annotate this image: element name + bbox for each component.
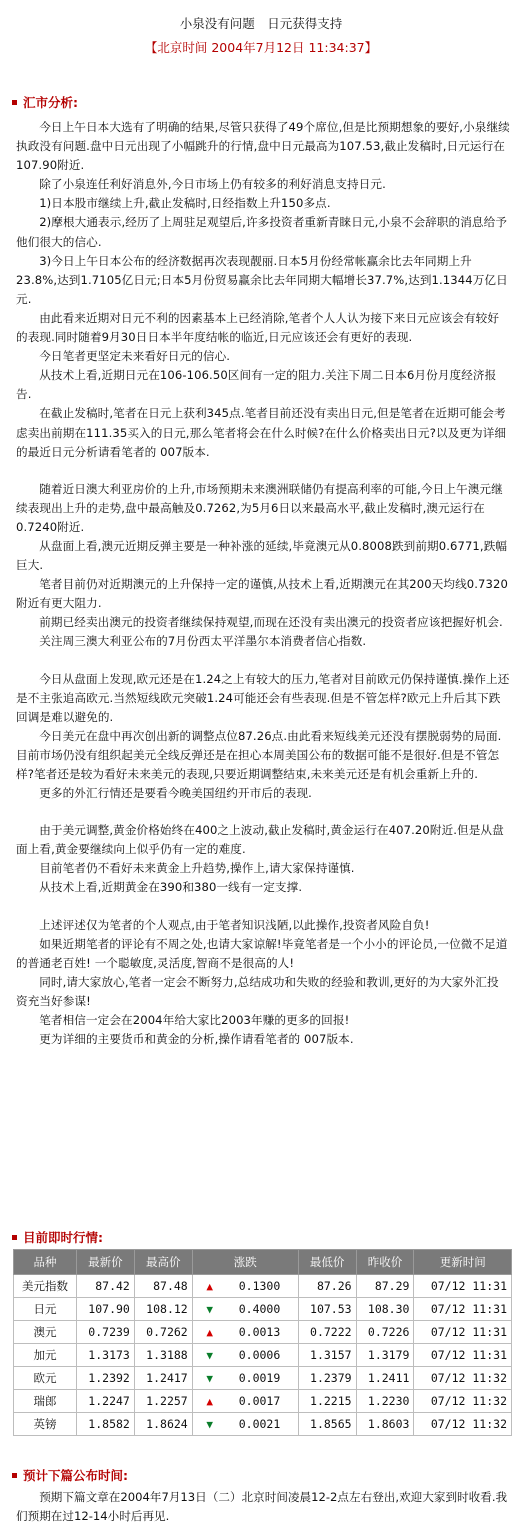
previous-close: 1.8603	[356, 1413, 414, 1436]
analysis-paragraph: 今日美元在盘中再次创出新的调整点位87.26点.由此看来短线美元还没有摆脱弱势的局面.目前市场仍没有组织起美元全线反弹还是在担心本周美国公布的数据可能不是很好.但是不管怎样?笔者还是较为看好未来美元的表现,只要近期调整结束,未来美元还是有机会重新上升的.	[16, 728, 502, 781]
paragraph-gap	[16, 652, 510, 670]
low-price: 1.8565	[298, 1413, 356, 1436]
down-triangle-icon: ▼	[206, 1303, 214, 1316]
change-value: 0.0006	[238, 1348, 281, 1362]
previous-close: 87.29	[356, 1275, 414, 1298]
table-row	[14, 1275, 512, 1298]
instrument-name: 加元	[14, 1344, 77, 1367]
table-row	[14, 1367, 512, 1390]
analysis-paragraph: 更多的外汇行情还是要看今晚美国纽约开市后的表现.	[39, 786, 312, 801]
update-time: 07/12 11:32	[414, 1413, 512, 1436]
high-price: 1.2417	[134, 1367, 192, 1390]
section-heading-fx	[12, 93, 78, 111]
column-header: 昨收价	[356, 1250, 414, 1275]
last-price: 1.8582	[76, 1413, 134, 1436]
table-row	[14, 1390, 512, 1413]
high-price: 1.3188	[134, 1344, 192, 1367]
analysis-paragraph: 如果近期笔者的评论有不周之处,也请大家谅解!毕竟笔者是一个小小的评论员,一位微不足道的普通老百姓! 一个聪敏度,灵活度,智商不是很高的人!	[16, 936, 508, 970]
low-price: 1.2215	[298, 1390, 356, 1413]
analysis-paragraph: 同时,请大家放心,笔者一定会不断努力,总结成功和失败的经验和教训,更好的为大家外汇投资充当好参谋!	[16, 974, 499, 1008]
analysis-paragraph: 笔者目前仍对近期澳元的上升保持一定的谨慎,从技术上看,近期澳元在其200天均线0.7320附近有更大阻力.	[16, 577, 508, 611]
last-price: 1.2392	[76, 1367, 134, 1390]
update-time: 07/12 11:31	[414, 1344, 512, 1367]
change-cell	[192, 1321, 298, 1344]
analysis-paragraph: 从技术上看,近期黄金在390和380一线有一定支撑.	[39, 880, 303, 895]
previous-close: 1.2230	[356, 1390, 414, 1413]
change-value: 0.4000	[238, 1302, 281, 1316]
page-title: 小泉没有问题 日元获得支持	[179, 16, 343, 31]
update-time: 07/12 11:31	[414, 1321, 512, 1344]
analysis-paragraph: 目前笔者仍不看好未来黄金上升趋势,操作上,请大家保持谨慎.	[39, 861, 355, 876]
analysis-paragraph: 关注周三澳大利亚公布的7月份西太平洋墨尔本消费者信心指数.	[39, 634, 367, 649]
change-value: 0.0013	[238, 1325, 281, 1339]
last-price: 1.2247	[76, 1390, 134, 1413]
table-header-row	[14, 1250, 512, 1275]
previous-close: 108.30	[356, 1298, 414, 1321]
bullet-square-icon	[12, 1473, 17, 1478]
update-time: 07/12 11:31	[414, 1298, 512, 1321]
instrument-name: 美元指数	[14, 1275, 77, 1298]
section-heading-label: 预计下篇公布时间:	[23, 1468, 128, 1483]
analysis-paragraph: 3)今日上午日本公布的经济数据再次表现靓丽.日本5月份经常帐赢余比去年同期上升23.8%,达到1.7105亿日元;日本5月份贸易赢余比去年同期大幅增长37.7%,达到1.1344万亿日元.	[16, 253, 508, 306]
change-cell	[192, 1298, 298, 1321]
paragraph-gap	[16, 803, 510, 821]
last-price: 87.42	[76, 1275, 134, 1298]
table-row	[14, 1344, 512, 1367]
paragraph-gap	[16, 462, 510, 480]
previous-close: 1.2411	[356, 1367, 414, 1390]
publish-timestamp: 【北京时间 2004年7月12日 11:34:37】	[144, 40, 378, 55]
update-time: 07/12 11:31	[414, 1275, 512, 1298]
change-cell	[192, 1390, 298, 1413]
low-price: 0.7222	[298, 1321, 356, 1344]
analysis-paragraph: 在截止发稿时,笔者在日元上获利345点.笔者目前还没有卖出日元,但是笔者在近期可能会考虑卖出前期在111.35买入的日元,那么笔者将会在什么时候?在什么价格卖出日元?以及更为详细的最近日元分析请看笔者的 007版本.	[16, 406, 507, 459]
change-cell	[192, 1367, 298, 1390]
instrument-name: 日元	[14, 1298, 77, 1321]
change-value: 0.0019	[238, 1371, 281, 1385]
table-row	[14, 1413, 512, 1436]
high-price: 1.8624	[134, 1413, 192, 1436]
down-triangle-icon: ▼	[206, 1372, 214, 1385]
analysis-paragraph: 更为详细的主要货币和黄金的分析,操作请看笔者的 007版本.	[39, 1032, 354, 1047]
column-header: 最高价	[134, 1250, 192, 1275]
analysis-paragraph: 从技术上看,近期日元在106-106.50区间有一定的阻力.关注下周二日本6月份月度经济报告.	[16, 368, 497, 402]
instrument-name: 欧元	[14, 1367, 77, 1390]
analysis-paragraph: 今日从盘面上发现,欧元还是在1.24之上有较大的压力,笔者对目前欧元仍保持谨慎.操作上还是不主张追高欧元.当然短线欧元突破1.24可能还会有些表现.但是不管怎样?欧元上升后其下跌回调是难以避免的.	[16, 671, 510, 724]
column-header: 涨跌	[192, 1250, 298, 1275]
down-triangle-icon: ▼	[206, 1418, 214, 1431]
column-header: 品种	[14, 1250, 77, 1275]
last-price: 107.90	[76, 1298, 134, 1321]
change-value: 0.1300	[238, 1279, 281, 1293]
analysis-paragraph: 除了小泉连任利好消息外,今日市场上仍有较多的利好消息支持日元.	[39, 177, 386, 192]
change-value: 0.0017	[238, 1394, 281, 1408]
analysis-paragraph: 2)摩根大通表示,经历了上周驻足观望后,许多投资者重新青睐日元,小泉不会辞职的消息给予他们很大的信心.	[16, 215, 508, 249]
analysis-body	[16, 118, 510, 1049]
analysis-paragraph: 从盘面上看,澳元近期反弹主要是一种补涨的延续,毕竟澳元从0.8008跌到前期0.6771,跌幅巨大.	[16, 538, 508, 573]
instrument-name: 澳元	[14, 1321, 77, 1344]
last-price: 1.3173	[76, 1344, 134, 1367]
last-price: 0.7239	[76, 1321, 134, 1344]
previous-close: 1.3179	[356, 1344, 414, 1367]
high-price: 108.12	[134, 1298, 192, 1321]
paragraph-gap	[16, 898, 510, 916]
change-cell	[192, 1344, 298, 1367]
analysis-paragraph: 随着近日澳大利亚房价的上升,市场预期未来澳洲联储仍有提高利率的可能,今日上午澳元继续表现出上升的走势,盘中最高触及0.7262,为5月6日以来最高水平,截止发稿时,澳元运行在0.7240附近.	[16, 481, 503, 534]
section-heading-next	[12, 1466, 128, 1484]
update-time: 07/12 11:32	[414, 1390, 512, 1413]
analysis-paragraph: 今日上午日本大选有了明确的结果,尽管只获得了49个席位,但是比预期想象的要好,小泉继续执政没有问题.盘中日元出现了小幅跳升的行情,盘中日元最高为107.53,截止发稿时,日元运行在107.90附近.	[16, 120, 510, 173]
section-heading-label: 汇市分析:	[23, 95, 78, 110]
section-heading-quotes	[12, 1228, 103, 1246]
low-price: 107.53	[298, 1298, 356, 1321]
bullet-square-icon	[12, 100, 17, 105]
analysis-paragraph: 由于美元调整,黄金价格始终在400之上波动,截止发稿时,黄金运行在407.20附近.但是从盘面上看,黄金要继续向上似乎仍有一定的难度.	[16, 823, 504, 857]
table-row	[14, 1298, 512, 1321]
analysis-paragraph: 上述评述仅为笔者的个人观点,由于笔者知识浅陋,以此操作,投资者风险自负!	[39, 917, 430, 932]
high-price: 0.7262	[134, 1321, 192, 1344]
high-price: 87.48	[134, 1275, 192, 1298]
instrument-name: 瑞郎	[14, 1390, 77, 1413]
column-header: 最低价	[298, 1250, 356, 1275]
change-value: 0.0021	[238, 1417, 281, 1431]
low-price: 87.26	[298, 1275, 356, 1298]
up-triangle-icon: ▲	[206, 1326, 214, 1339]
quotes-table	[13, 1249, 512, 1436]
analysis-paragraph: 笔者相信一定会在2004年给大家比2003年赚的更多的回报!	[39, 1013, 350, 1028]
up-triangle-icon: ▲	[206, 1395, 214, 1408]
next-publish-text: 预期下篇文章在2004年7月13日（二）北京时间凌晨12-2点左右登出,欢迎大家到时收看.我们预期在过12-14小时后再见.	[16, 1490, 508, 1523]
analysis-paragraph: 由此看来近期对日元不利的因素基本上已经消除,笔者个人人认为接下来日元应该会有较好的表现.同时随着9月30日日本半年度结帐的临近,日元应该还会有更好的表现.	[16, 310, 500, 345]
column-header: 更新时间	[414, 1250, 512, 1275]
analysis-paragraph: 1)日本股市继续上升,截止发稿时,日经指数上升150多点.	[39, 196, 331, 211]
change-cell	[192, 1413, 298, 1436]
low-price: 1.3157	[298, 1344, 356, 1367]
low-price: 1.2379	[298, 1367, 356, 1390]
bullet-square-icon	[12, 1235, 17, 1240]
up-triangle-icon: ▲	[206, 1280, 214, 1293]
table-row	[14, 1321, 512, 1344]
down-triangle-icon: ▼	[206, 1349, 214, 1362]
analysis-paragraph: 前期已经卖出澳元的投资者继续保持观望,而现在还没有卖出澳元的投资者应该把握好机会.	[39, 615, 503, 630]
analysis-paragraph: 今日笔者更坚定未来看好日元的信心.	[39, 349, 231, 364]
instrument-name: 英镑	[14, 1413, 77, 1436]
section-heading-label: 目前即时行情:	[23, 1230, 103, 1245]
previous-close: 0.7226	[356, 1321, 414, 1344]
column-header: 最新价	[76, 1250, 134, 1275]
high-price: 1.2257	[134, 1390, 192, 1413]
update-time: 07/12 11:32	[414, 1367, 512, 1390]
change-cell	[192, 1275, 298, 1298]
